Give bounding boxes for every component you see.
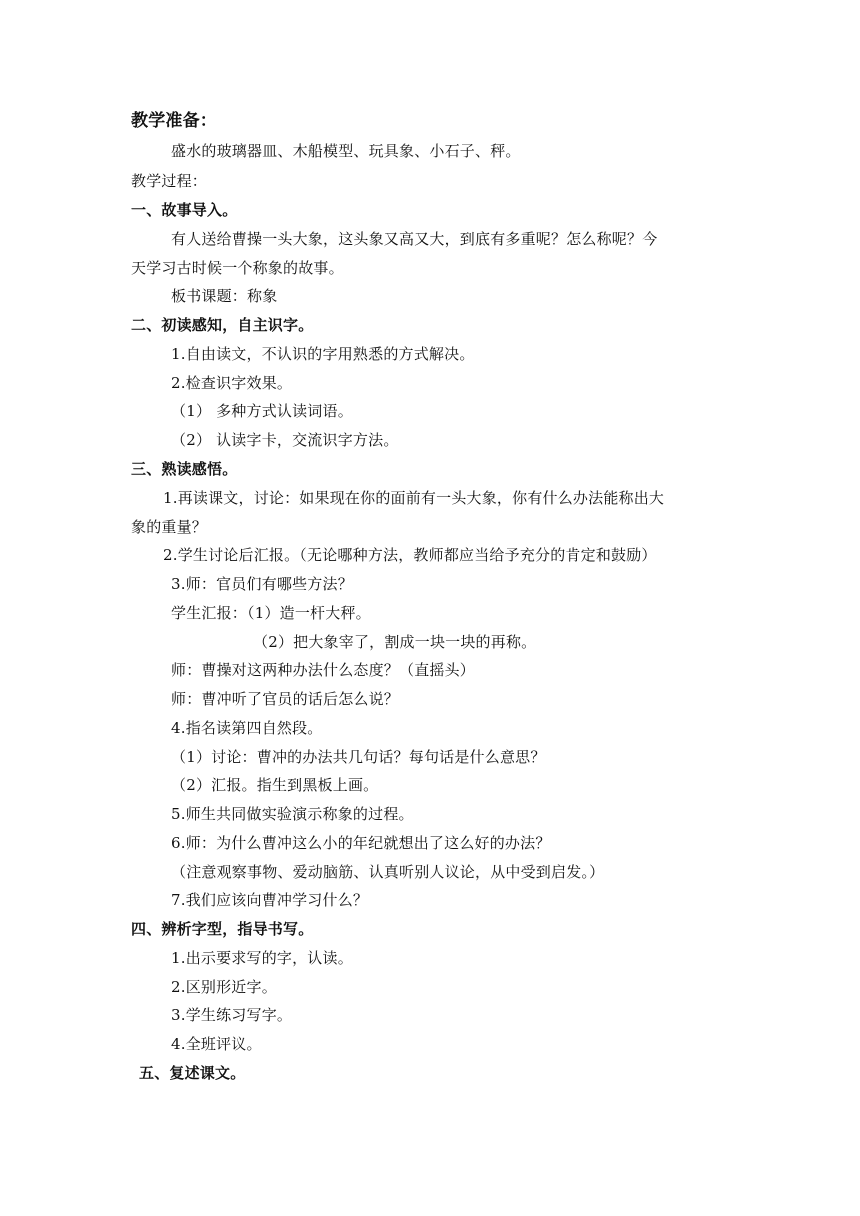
section2-item2: 2.检查识字效果。 bbox=[171, 374, 293, 392]
section4-item1: 1.出示要求写的字，认读。 bbox=[171, 949, 353, 967]
section1-heading: 一、故事导入。 bbox=[131, 201, 238, 219]
section3-item4-sub2: （2）汇报。指生到黑板上画。 bbox=[171, 776, 379, 794]
section4-item2: 2.区别形近字。 bbox=[171, 978, 277, 996]
section3-item5: 5.师生共同做实验演示称象的过程。 bbox=[171, 805, 414, 823]
section2-item1: 1.自由读文，不认识的字用熟悉的方式解决。 bbox=[171, 345, 475, 363]
section3-report2: （2）把大象宰了，割成一块一块的再称。 bbox=[253, 633, 537, 651]
section3-item6: 6.师：为什么曹冲这么小的年纪就想出了这么好的办法？ bbox=[171, 834, 551, 852]
section3-item7: 7.我们应该向曹冲学习什么？ bbox=[171, 891, 369, 909]
section3-item1-line2: 象的重量？ bbox=[131, 518, 208, 536]
section1-paragraph-line1: 有人送给曹操一头大象，这头象又高又大，到底有多重呢？怎么称呢？今 bbox=[171, 230, 658, 248]
section3-item2: 2.学生讨论后汇报。（无论哪种方法，教师都应当给予充分的肯定和鼓励） bbox=[163, 546, 657, 564]
section1-paragraph-line2: 天学习古时候一个称象的故事。 bbox=[131, 259, 344, 277]
section3-teacher2: 师：曹冲听了官员的话后怎么说？ bbox=[171, 690, 400, 708]
section3-item1-line1: 1.再读课文，讨论：如果现在你的面前有一头大象，你有什么办法能称出大 bbox=[163, 489, 665, 507]
section4-item4: 4.全班评议。 bbox=[171, 1035, 262, 1053]
section3-item4-sub1: （1）讨论：曹冲的办法共几句话？每句话是什么意思？ bbox=[171, 748, 546, 766]
section2-sub1: （1） 多种方式认读词语。 bbox=[171, 402, 353, 420]
process-heading: 教学过程： bbox=[131, 172, 208, 190]
section3-report1: 学生汇报：（1）造一杆大秤。 bbox=[171, 604, 371, 622]
section5-heading: 五、复述课文。 bbox=[139, 1064, 246, 1082]
section2-heading: 二、初读感知，自主识字。 bbox=[131, 316, 314, 334]
section3-item3: 3.师：官员们有哪些方法？ bbox=[171, 575, 353, 593]
preparation-heading: 教学准备： bbox=[131, 111, 217, 131]
section3-item4: 4.指名读第四自然段。 bbox=[171, 719, 323, 737]
section4-item3: 3.学生练习写字。 bbox=[171, 1006, 293, 1024]
section3-item6-note: （注意观察事物、爱动脑筋、认真听别人议论，从中受到启发。） bbox=[171, 863, 605, 881]
preparation-text: 盛水的玻璃器皿、木船模型、玩具象、小石子、秤。 bbox=[171, 142, 521, 160]
section3-heading: 三、熟读感悟。 bbox=[131, 460, 238, 478]
section1-board-title: 板书课题：称象 bbox=[171, 287, 278, 305]
section3-teacher1: 师：曹操对这两种办法什么态度？（直摇头） bbox=[171, 661, 476, 679]
section4-heading: 四、辨析字型，指导书写。 bbox=[131, 920, 314, 938]
section2-sub2: （2） 认读字卡，交流识字方法。 bbox=[171, 431, 399, 449]
